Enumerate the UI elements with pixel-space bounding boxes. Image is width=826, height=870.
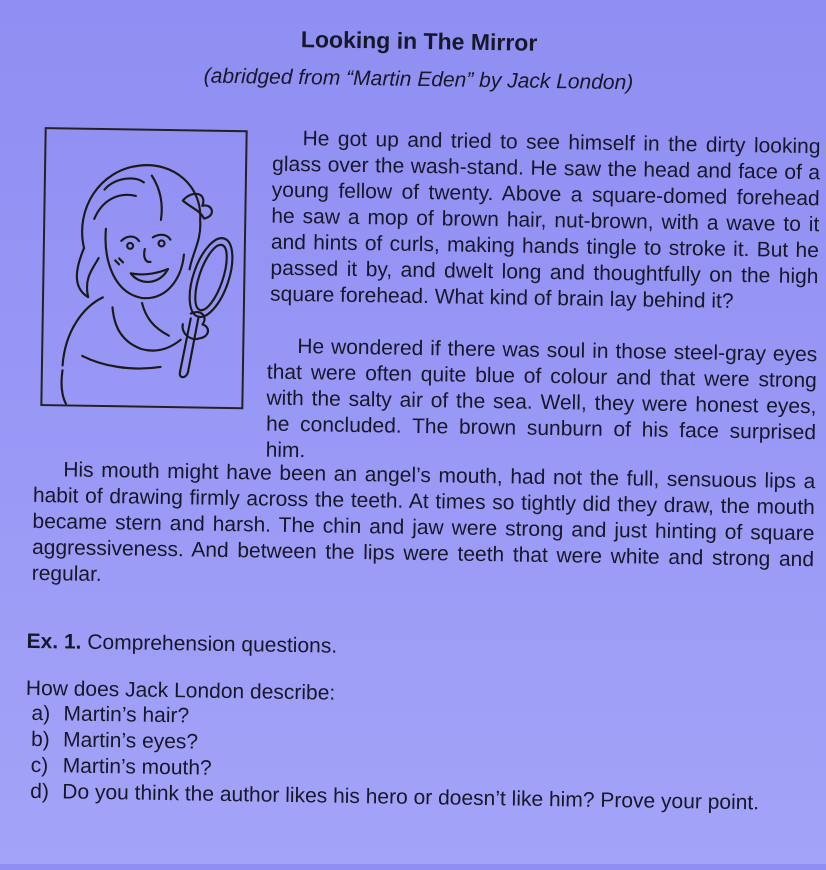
question-text: Martin’s mouth? [62,754,212,780]
girl-with-hand-mirror-icon [42,129,245,407]
exercise-prompt: How does Jack London describe: [25,676,336,705]
question-marker: b) [30,727,50,752]
question-marker: d) [30,779,50,804]
page-title: Looking in The Mirror [300,26,538,56]
paragraph-1: He got up and tried to see himself in the dirty looking glass over the wash-stand. He saw the head and face of a young fellow of twenty. Above a square-domed forehead he saw a mop of brown hair, nut-brown, with a wave to it and hints of curls, making hands tingle to stroke it. But he passed it by, and dwelt long and thoughtfully on the high square forehead. What kind of brain lay behind it? [269,127,821,313]
exercise-number: Ex. 1. [26,629,82,654]
question-text: Martin’s hair? [63,702,190,728]
paragraph-2: He wondered if there was soul in those steel-gray eyes that were often quite blue of colour and that were strong with the salty air of the sea. Well, they were honest eyes, he concluded. The brown sunburn of his face surprised him. [265,335,818,463]
exercise-heading [26,630,337,659]
page-subtitle: (abridged from “Martin Eden” by Jack London) [203,64,634,95]
question-text: Martin’s eyes? [62,728,199,754]
question-list [30,701,812,817]
paragraph-3: His mouth might have been an angel’s mouth, had not the full, sensuous lips a habit of drawing firmly across the teeth. At times so tightly did they draw, the mouth became stern and harsh. The chin and jaw were strong and just hinting of square aggressiveness. And between the lips were teeth that were white and strong and regular. [31,458,816,587]
question-text: Do you think the author likes his hero or doesn’t like him? Prove your point. [62,780,760,815]
question-marker: a) [31,701,51,726]
exercise-title: Comprehension questions. [87,630,338,658]
question-marker: c) [30,753,49,778]
illustration-frame [40,127,247,409]
